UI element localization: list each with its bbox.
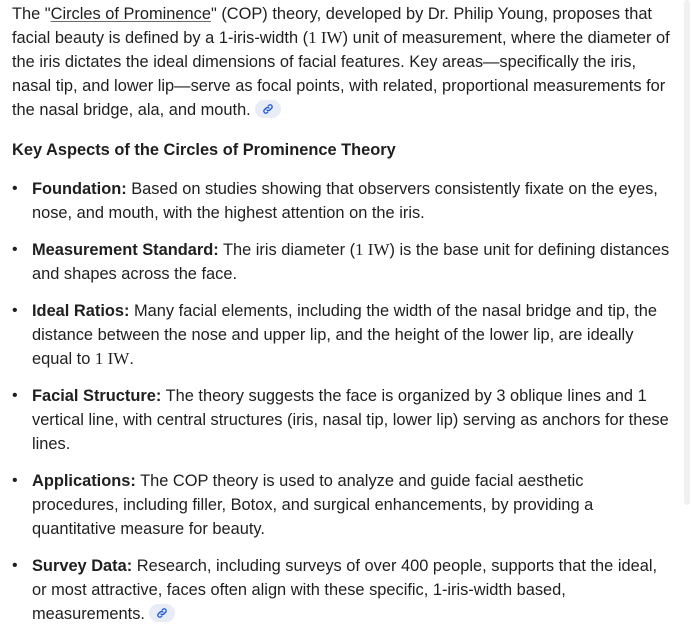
intro-text-part1: The " [12,5,51,23]
bullet-icon: • [12,180,18,197]
bullet-icon: • [12,472,18,489]
list-item [12,238,672,286]
bullet-icon: • [12,387,18,404]
link-icon [262,103,274,115]
bullet-text: Research, including surveys of over 400 people, supports that the ideal, or most attractive, faces often align with these specific, 1-iris-width based, measurements. [32,557,658,623]
bullet-term: Measurement Standard: [32,241,219,259]
bullet-text: The COP theory is used to analyze and guide facial aesthetic procedures, including filler, Botox, and surgical enhancements, by providing a quantitative measure for beauty. [32,472,594,538]
circles-of-prominence-link[interactable]: Circles of Prominence [50,5,211,23]
link-icon [156,607,168,619]
scrollbar[interactable] [683,0,691,634]
intro-unit: 1 IW [308,28,343,47]
bullet-text-after: ) is the base unit for defining distances and shapes across the face. [32,241,670,283]
bullet-text: Based on studies showing that observers consistently fixate on the eyes, nose, and mouth, with the highest attention on the iris. [32,180,658,222]
bullet-icon: • [12,241,18,258]
bullet-term: Applications: [32,472,136,490]
list-item [12,177,672,225]
key-aspects-list [12,177,672,626]
list-item [12,469,672,541]
source-link-button[interactable] [149,604,175,622]
bullet-text: The iris diameter ( [218,241,356,259]
intro-paragraph [12,2,672,122]
section-heading: Key Aspects of the Circles of Prominence Theory [12,141,396,159]
bullet-icon: • [12,557,18,574]
bullet-term: Ideal Ratios: [32,302,130,320]
response-content [12,2,672,626]
list-item [12,299,672,371]
bullet-text-after: . [129,350,134,368]
intro-text-part3: ) unit of measurement, where the diameter of the iris dictates the ideal dimensions of facial features. Key areas—specifically the iris, nasal tip, and lower lip—serve as focal points, with related, proportional measurements for the nasal bridge, ala, and mouth. [12,29,670,119]
bullet-unit: 1 IW [355,240,390,259]
bullet-term: Foundation: [32,180,127,198]
list-item [12,554,672,626]
bullet-text: Many facial elements, including the width of the nasal bridge and tip, the distance between the nose and upper lip, and the height of the lower lip, are ideally equal to [32,302,658,368]
intro-text-part2: " (COP) theory, developed by Dr. Philip Young, proposes that facial beauty is defined by a 1-iris-width ( [12,5,652,47]
scrollbar-thumb[interactable] [684,0,690,505]
bullet-unit: 1 IW [94,349,130,368]
list-item [12,384,672,456]
bullet-term: Facial Structure: [32,387,162,405]
bullet-term: Survey Data: [32,557,133,575]
bullet-text: The theory suggests the face is organized by 3 oblique lines and 1 vertical line, with central structures (iris, nasal tip, lower lip) serving as anchors for these lines. [32,387,669,453]
bullet-icon: • [12,302,18,319]
source-link-button[interactable] [255,100,281,118]
